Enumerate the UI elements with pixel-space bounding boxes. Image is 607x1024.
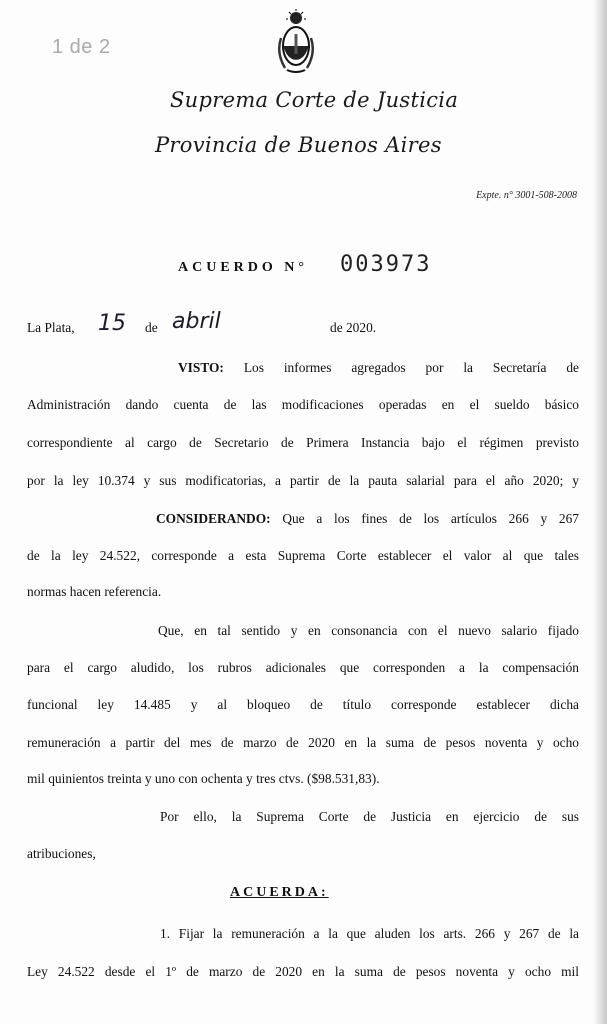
visto-text: Los informes agregados por la Secretaría de	[243, 360, 579, 375]
por-ello-line-1: Por ello, la Suprema Corte de Justicia en ejercicio de sus	[160, 809, 579, 824]
provincial-coat-of-arms-icon	[277, 8, 315, 76]
visto-label: VISTO:	[178, 360, 224, 375]
page-indicator: 1 de 2	[52, 36, 111, 58]
court-name: Suprema Corte de Justicia	[170, 88, 459, 112]
province-name: Provincia de Buenos Aires	[155, 133, 442, 157]
item-1-line-1: 1. Fijar la remuneración a la que aluden los arts. 266 y 267 de la	[160, 926, 579, 941]
que-line-2: para el cargo aludido, los rubros adicionales que corresponden a la compensación	[27, 660, 579, 675]
considerando-first-line	[156, 512, 579, 525]
considerando-label: CONSIDERANDO:	[156, 511, 271, 526]
visto-line-4: por la ley 10.374 y sus modificatorias, a partir de la pauta salarial para el año 2020; y	[27, 473, 579, 488]
date-de: de	[145, 320, 158, 335]
que-line-4: remuneración a partir del mes de marzo de 2020 en la suma de pesos noventa y ocho	[27, 735, 579, 750]
expediente-number: Expte. n° 3001-508-2008	[476, 190, 577, 201]
date-year: de 2020.	[330, 320, 377, 335]
por-ello-line-2: atribuciones,	[27, 846, 96, 861]
acuerdo-number: 003973	[340, 252, 432, 277]
visto-line-3: correspondiente al cargo de Secretario de Primera Instancia bajo el régimen previsto	[27, 435, 579, 450]
page-edge-shadow	[593, 0, 607, 1024]
date-day-handwritten: 15	[98, 311, 126, 336]
visto-line-2: Administración dando cuenta de las modificaciones operadas en el sueldo básico	[27, 397, 579, 412]
acuerda-heading: ACUERDA:	[230, 885, 329, 900]
que-line-1: Que, en tal sentido y en consonancia con el nuevo salario fijado	[158, 623, 579, 638]
considerando-text: Que a los fines de los artículos 266 y 267	[282, 511, 579, 526]
que-line-3: funcional ley 14.485 y al bloqueo de título corresponde establecer dicha	[27, 697, 579, 712]
date-city: La Plata,	[27, 320, 75, 335]
date-month-handwritten: abril	[172, 309, 221, 334]
considerando-line-3: normas hacen referencia.	[27, 584, 162, 599]
item-1-line-2: Ley 24.522 desde el 1º de marzo de 2020 en la suma de pesos noventa y ocho mil	[27, 964, 579, 979]
visto-first-line	[178, 361, 579, 374]
considerando-line-2: de la ley 24.522, corresponde a esta Suprema Corte establecer el valor al que tales	[27, 548, 579, 563]
acuerdo-label: ACUERDO N°	[178, 260, 308, 275]
que-line-5: mil quinientos treinta y uno con ochenta y tres ctvs. ($98.531,83).	[27, 771, 380, 786]
